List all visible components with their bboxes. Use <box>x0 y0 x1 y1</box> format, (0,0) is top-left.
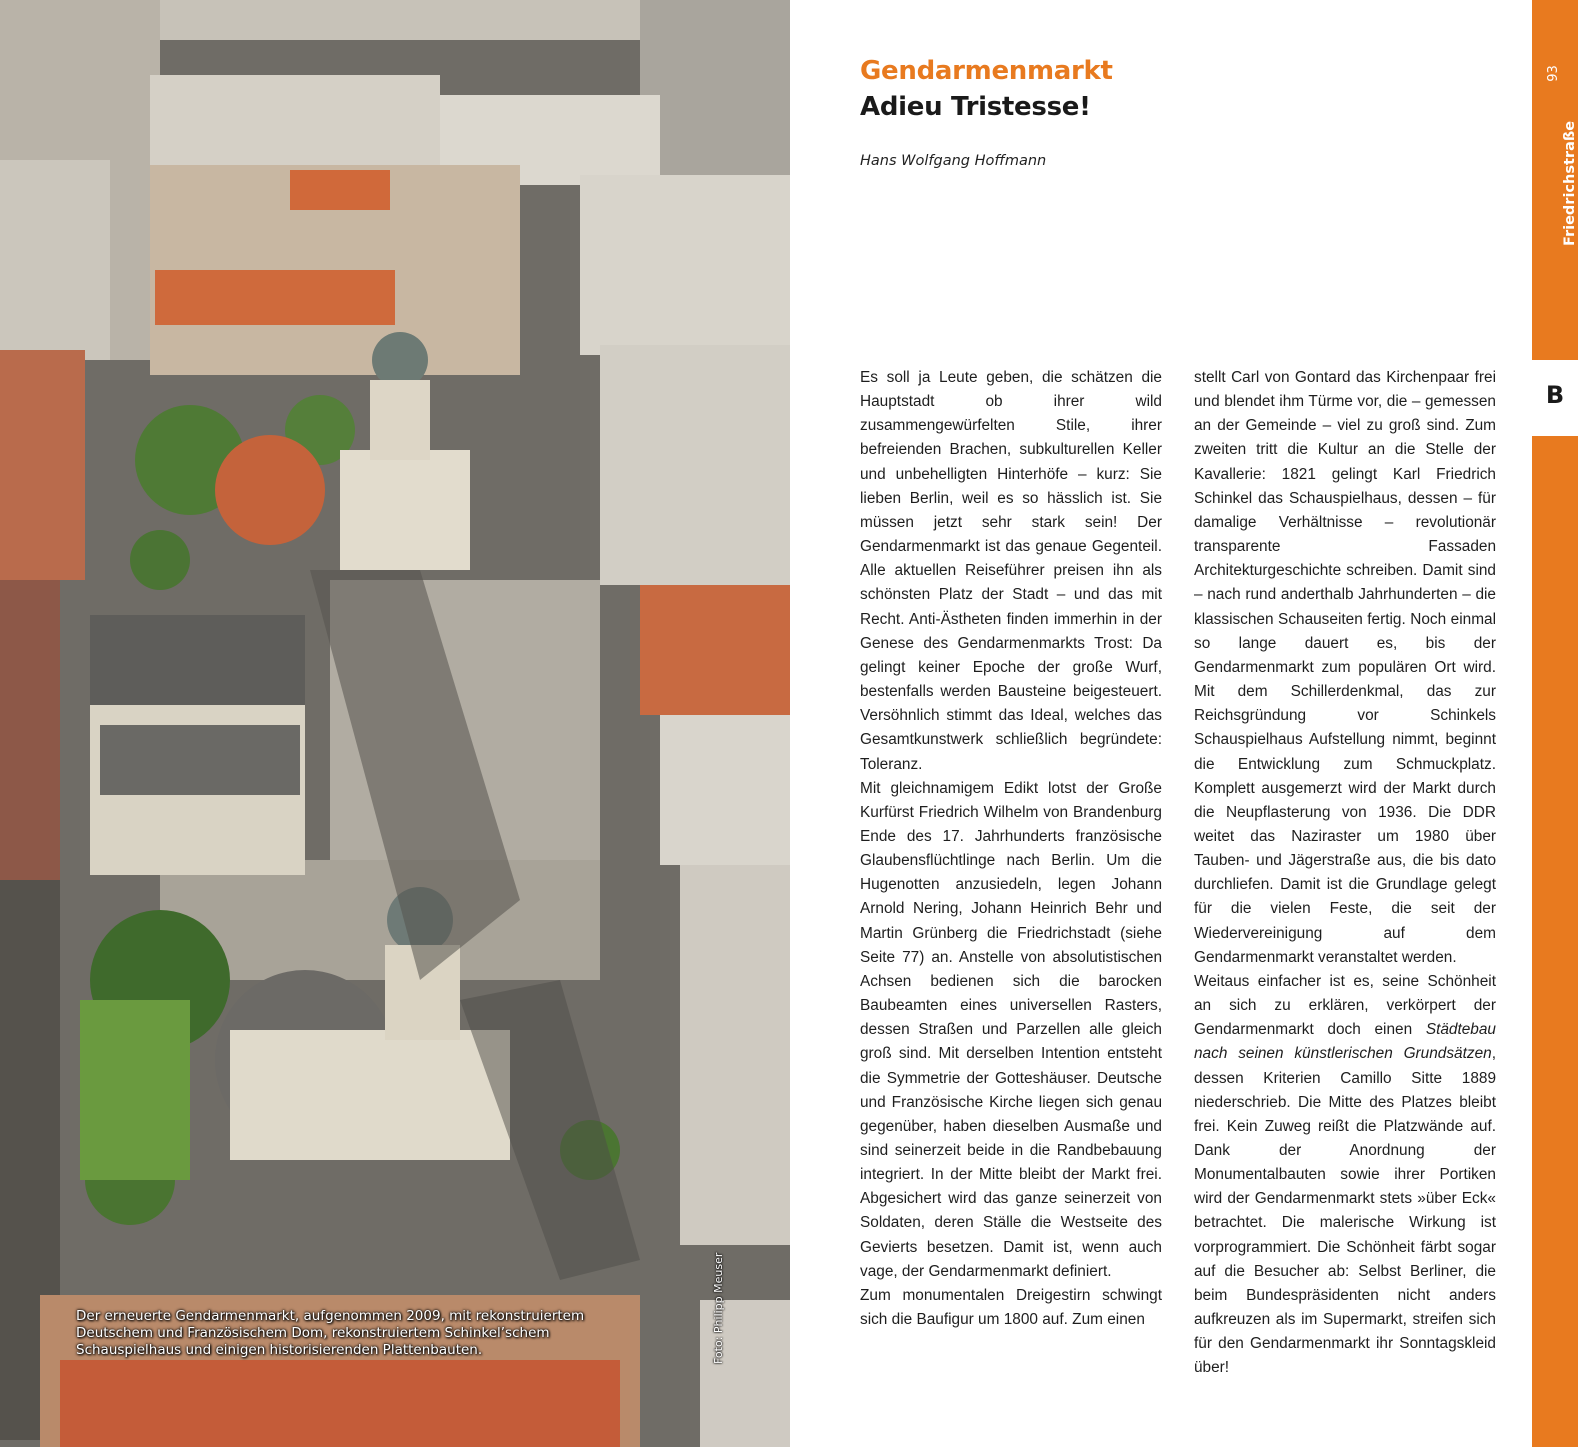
article-paragraph: Mit gleichnamigem Edikt lotst der Große Kurfürst Friedrich Wilhelm von Brandenburg Ende des 17. Jahrhunderts französische Glaubensflüchtlinge nach Berlin. Um die Hugenotten anzusiedeln, legen Johann Arnold Nering, Johann Heinrich Behr und Martin Grünberg die Friedrichstadt (siehe Seite 77) an. Anstelle von absolutistischen Achsen bedienen sich die barocken Baubeamten eines universellen Rasters, dessen Straßen und Parzellen alle gleich groß sind. Mit derselben Intention entsteht die Symmetrie der Gotteshäuser. Deutsche und Französische Kirche liegen sich genau gegenüber, haben dieselben Ausmaße und sind seinerzeit beide in die Randbebauung integriert. In der Mitte bleibt der Markt frei. Abgesichert wird das ganze seinerzeit von Soldaten, deren Ställe die Westseite des Gevierts besetzen. Damit ist, wenn auch vage, der Gendarmenmarkt definiert. <box>860 779 1162 1280</box>
article-paragraph <box>1194 970 1496 1381</box>
article-kicker: Gendarmenmarkt <box>860 56 1113 86</box>
article-column-2 <box>1194 366 1496 1381</box>
photo-caption: Der erneuerte Gendarmenmarkt, aufgenommen 2009, mit rekonstruiertem Deutschem und Französischem Dom, rekonstruiertem Schinkel’schem Schauspielhaus und einigen historisierenden Plattenbauten. <box>76 1308 585 1358</box>
article-paragraph: Zum monumentalen Dreigestirn schwingt sich die Baufigur um 1800 auf. Zum einen <box>860 1286 1162 1329</box>
page-number: 93 <box>1545 65 1561 82</box>
section-name: Friedrichstraße <box>1562 120 1578 246</box>
paragraph-text: Weitaus einfacher ist es, seine Schönheit an sich zu erklären, verkörpert der Gendarmenmarkt doch einen <box>1194 972 1496 1039</box>
section-tab-lower <box>1532 436 1578 1447</box>
article-author: Hans Wolfgang Hoffmann <box>860 153 1047 169</box>
article-paragraph: Es soll ja Leute geben, die schätzen die Hauptstadt ob ihrer wild zusammengewürfelten Stile, ihrer befreienden Brachen, subkulturellen Keller und unbehelligten Hinterhöfe – kurz: Sie lieben Berlin, weil es so hässlich ist. Sie müssen jetzt sehr stark sein! Der Gendarmenmarkt ist das genaue Gegenteil. Alle aktuellen Reiseführer preisen ihn als schönsten Platz der Stadt – und das mit Recht. Anti-Ästheten finden immerhin in der Genese des Gendarmenmarkts Trost: Da gelingt keiner Epoche der große Wurf, bestenfalls werden Bausteine beigesteuert. Versöhnlich stimmt das Ideal, welches das Gesamtkunstwerk schließlich begründete: Toleranz. <box>860 369 1162 773</box>
book-title: Städtebau nach seinen künstlerischen Grundsätzen <box>1194 1021 1496 1063</box>
article-title: Adieu Tristesse! <box>860 92 1091 122</box>
photo-credit: Foto: Philipp Meuser <box>712 1252 725 1364</box>
article-paragraph: stellt Carl von Gontard das Kirchenpaar frei und blendet ihm Türme vor, die – gemessen an der Gemeinde – viel zu groß sind. Zum zweiten tritt die Kultur an die Stelle der Kavallerie: 1821 gelingt Karl Friedrich Schinkel das Schauspielhaus, dessen – für damalige Verhältnisse – revolutionär transparente Fassaden Architekturgeschichte schreiben. Damit sind – nach rund anderthalb Jahrhunderten – die klassischen Schauseiten fertig. Noch einmal so lange dauert es, bis der Gendarmenmarkt zum populären Ort wird. Mit dem Schillerdenkmal, das zur Reichsgründung vor Schinkels Schauspielhaus Aufstellung nimmt, beginnt die Entwicklung zum Schmuckplatz. Komplett ausgemerzt wird der Markt durch die Neupflasterung von 1936. Die DDR weitet das Naziraster um 1980 über Tauben- und Jägerstraße aus, die bis dato durchliefen. Damit ist die Grundlage gelegt für die vielen Feste, die seit der Wiedervereinigung auf dem Gendarmenmarkt veranstaltet werden. <box>1194 369 1496 966</box>
section-letter: B <box>1545 381 1565 409</box>
article-column-1 <box>860 366 1162 1332</box>
paragraph-text: , dessen Kriterien Camillo Sitte 1889 niederschrieb. Die Mitte des Platzes bleibt frei. Kein Zuweg reißt die Platzwände auf. Dank der Anordnung der Monumentalbauten sowie ihrer Portiken wird der Gendarmenmarkt stets »über Eck« betrachtet. Die malerische Wirkung ist vorprogrammiert. Die Schönheit färbt sogar auf die Besucher ab: Selbst Berliner, die beim Bundespräsidenten nicht anders aufkreuzen als im Supermarkt, streifen sich für den Gendarmenmarkt ihr Sonntagskleid über! <box>1194 1045 1496 1377</box>
